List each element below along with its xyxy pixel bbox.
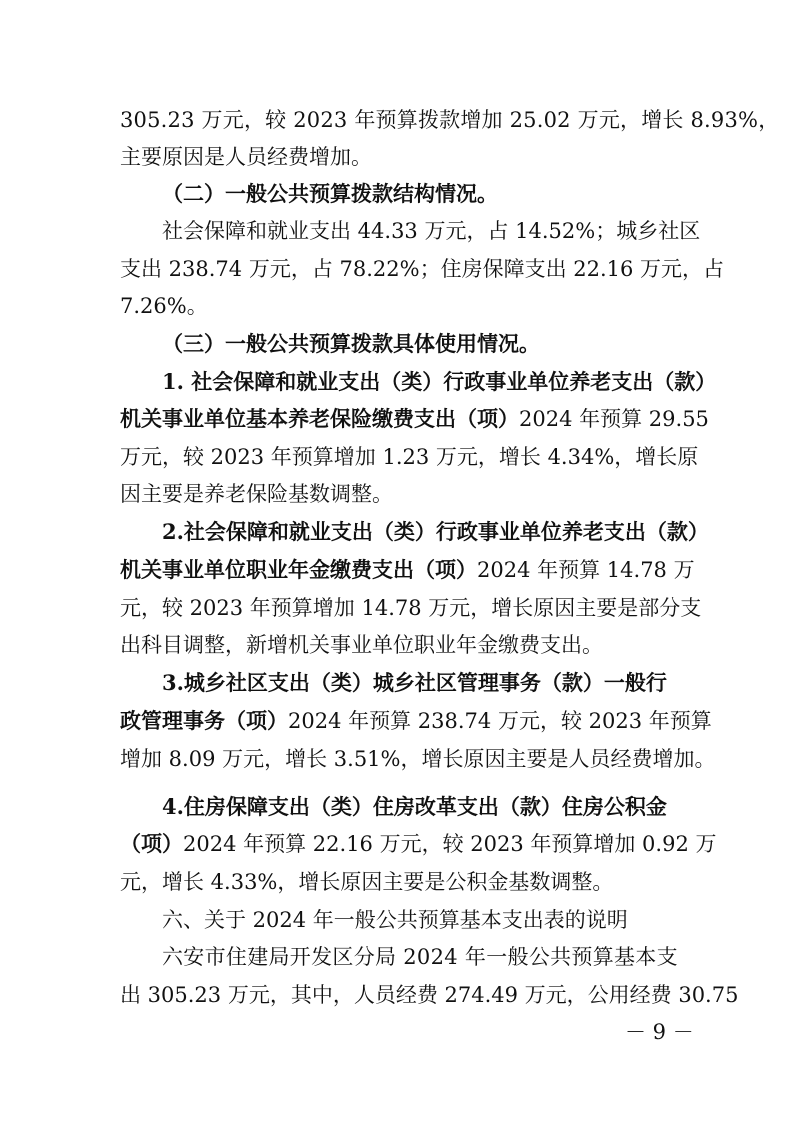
item-text: 2024 年预算 238.74 万元，较 2023 年预算 — [288, 709, 712, 733]
body-line — [120, 830, 717, 858]
section-heading: （二）一般公共预算拨款结构情况。 — [162, 181, 498, 206]
page-number: － 9 － — [625, 1020, 694, 1044]
body-line: 万元，较 2023 年预算增加 1.23 万元，增长 4.34%，增长原 — [120, 445, 699, 469]
item-title: 机关事业单位职业年金缴费支出（项） — [120, 557, 477, 582]
item-title: 2.社会保障和就业支出（类）行政事业单位养老支出（款） — [162, 519, 709, 544]
body-line — [120, 556, 695, 584]
item-title: 3.城乡社区支出（类）城乡社区管理事务（款）一般行 — [162, 670, 667, 695]
body-line: 元，增长 4.33%，增长原因主要是公积金基数调整。 — [120, 870, 614, 894]
item-text: 2024 年预算 29.55 — [519, 407, 709, 431]
item-title: 4.住房保障支出（类）住房改革支出（款）住房公积金 — [162, 794, 667, 819]
item-title: 机关事业单位基本养老保险缴费支出（项） — [120, 406, 519, 431]
item-title: （项） — [120, 831, 183, 856]
body-line: 六安市住建局开发区分局 2024 年一般公共预算基本支 — [162, 945, 678, 969]
body-line: 出 305.23 万元，其中，人员经费 274.49 万元，公用经费 30.75 — [120, 983, 739, 1007]
body-line: 305.23 万元，较 2023 年预算拨款增加 25.02 万元，增长 8.93%， — [120, 108, 780, 132]
body-line: 增加 8.09 万元，增长 3.51%，增长原因主要是人员经费增加。 — [120, 747, 716, 771]
body-line: 社会保障和就业支出 44.33 万元，占 14.52%；城乡社区 — [162, 219, 701, 243]
body-line: 7.26%。 — [120, 294, 208, 318]
body-line: 主要原因是人员经费增加。 — [120, 145, 372, 169]
item-text: 2024 年预算 14.78 万 — [477, 558, 695, 582]
body-line — [120, 405, 709, 433]
body-line: 因主要是养老保险基数调整。 — [120, 482, 393, 506]
body-line — [120, 707, 712, 735]
body-line: 元，较 2023 年预算增加 14.78 万元，增长原因主要是部分支 — [120, 596, 702, 620]
section-heading: 六、关于 2024 年一般公共预算基本支出表的说明 — [162, 908, 628, 932]
section-heading: （三）一般公共预算拨款具体使用情况。 — [162, 331, 540, 356]
item-title: 政管理事务（项） — [120, 708, 288, 733]
item-text: 2024 年预算 22.16 万元，较 2023 年预算增加 0.92 万 — [183, 832, 717, 856]
body-line: 支出 238.74 万元，占 78.22%；住房保障支出 22.16 万元，占 — [120, 257, 725, 281]
body-line: 出科目调整，新增机关事业单位职业年金缴费支出。 — [120, 633, 603, 657]
item-title: 1. 社会保障和就业支出（类）行政事业单位养老支出（款） — [162, 369, 717, 394]
